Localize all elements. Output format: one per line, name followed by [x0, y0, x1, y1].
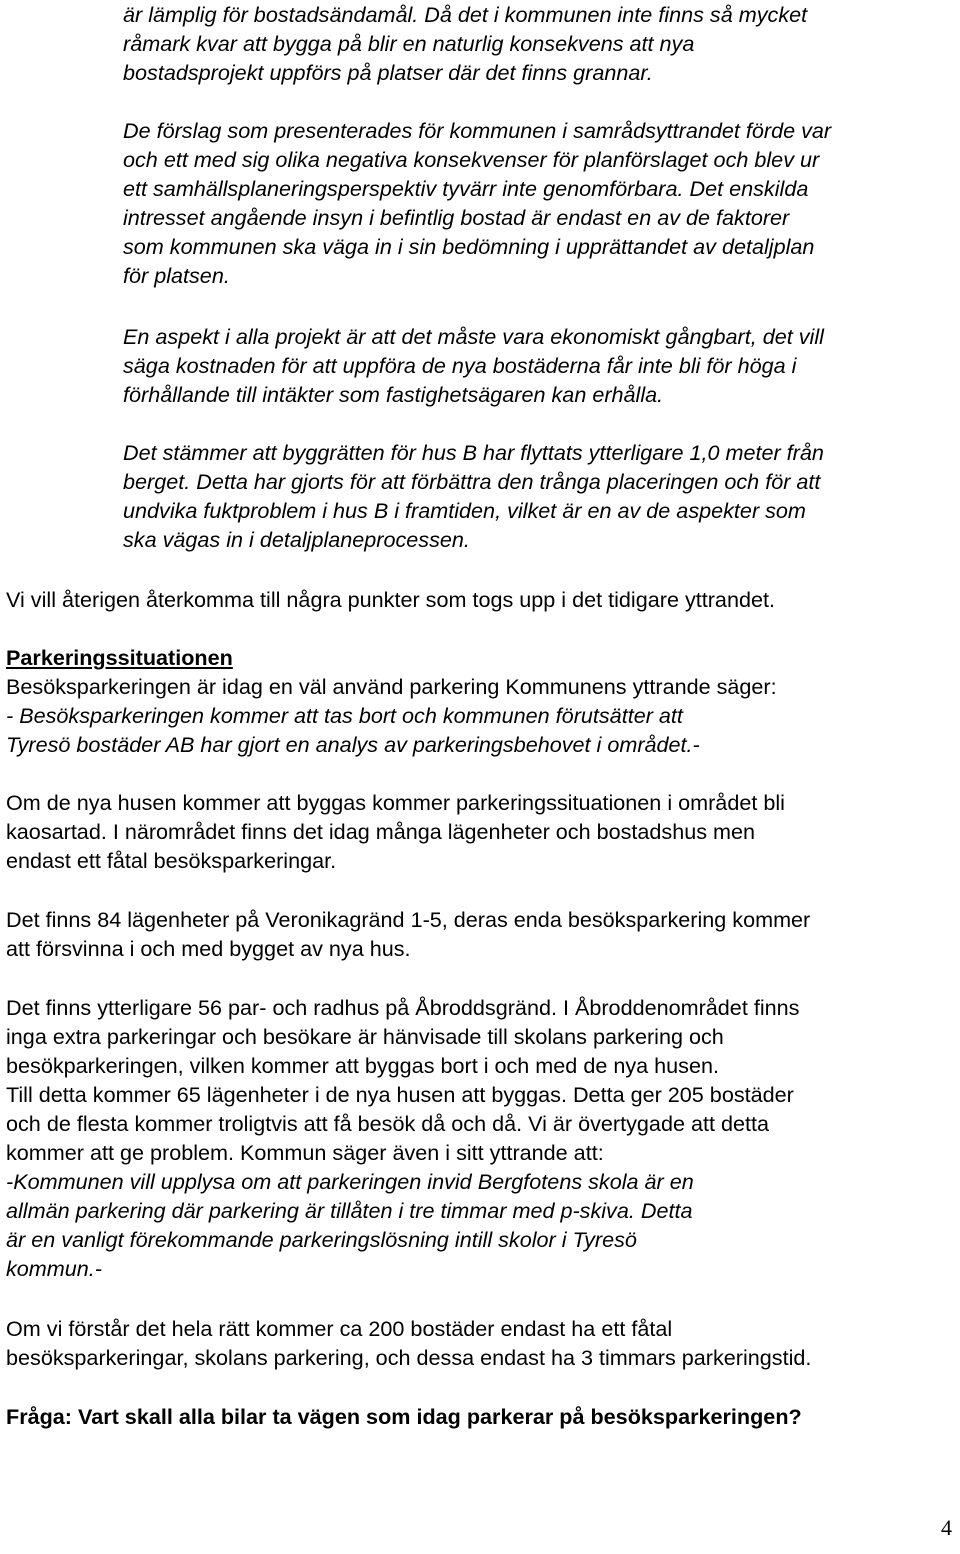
quoted-paragraph-3-line-2: säga kostnaden för att uppföra de nya bostäderna får inte bli för höga i: [123, 353, 797, 378]
municipality-quote-2-line-4: kommun.-: [6, 1256, 102, 1281]
closing-paragraph-line-2: besöksparkeringar, skolans parkering, och dessa endast ha 3 timmars parkeringstid.: [6, 1345, 812, 1370]
municipality-quote-1-line-2: Tyresö bostäder AB har gjort en analys av parkeringsbehovet i området.-: [6, 732, 700, 757]
quoted-paragraph-1-line-2: råmark kvar att bygga på blir en naturlig konsekvens att nya: [123, 31, 695, 56]
quoted-paragraph-2-line-5: som kommunen ska väga in i sin bedömning i upprättandet av detaljplan: [123, 234, 815, 259]
body-paragraph-1-line-2: kaosartad. I närområdet finns det idag många lägenheter och bostadshus men: [6, 819, 756, 844]
body-paragraph-1-line-1: Om de nya husen kommer att byggas kommer parkeringssituationen i området bli: [6, 790, 785, 815]
municipality-quote-1-line-1: - Besöksparkeringen kommer att tas bort och kommunen förutsätter att: [6, 703, 683, 728]
body-paragraph-3-line-4: Till detta kommer 65 lägenheter i de nya husen att byggas. Detta ger 205 bostäder: [6, 1082, 794, 1107]
quoted-paragraph-2-line-3: ett samhällsplaneringsperspektiv tyvärr inte genomförbara. Det enskilda: [123, 176, 809, 201]
quoted-paragraph-4-line-3: undvika fuktproblem i hus B i framtiden, vilket är en av de aspekter som: [123, 498, 806, 523]
quoted-paragraph-4-line-2: berget. Detta har gjorts för att förbättra den trånga placeringen och för att: [123, 469, 821, 494]
quoted-paragraph-3-line-1: En aspekt i alla projekt är att det måste vara ekonomiskt gångbart, det vill: [123, 324, 824, 349]
intro-statement: Vi vill återigen återkomma till några punkter som togs upp i det tidigare yttrandet.: [6, 587, 775, 612]
body-paragraph-2-line-2: att försvinna i och med bygget av nya hus.: [6, 936, 411, 961]
quoted-paragraph-2-line-4: intresset angående insyn i befintlig bostad är endast en av de faktorer: [123, 205, 790, 230]
body-paragraph-3-line-3: besökparkeringen, vilken kommer att byggas bort i och med de nya husen.: [6, 1053, 719, 1078]
municipality-quote-2-line-3: är en vanligt förekommande parkeringslösning intill skolor i Tyresö: [6, 1227, 637, 1252]
body-paragraph-2-line-1: Det finns 84 lägenheter på Veronikagränd 1-5, deras enda besöksparkering kommer: [6, 907, 811, 932]
body-paragraph-1-line-3: endast ett fåtal besöksparkeringar.: [6, 848, 337, 873]
body-paragraph-3-line-1: Det finns ytterligare 56 par- och radhus på Åbroddsgränd. I Åbroddenområdet finns: [6, 995, 800, 1020]
body-paragraph-3-line-5: och de flesta kommer troligtvis att få besök då och då. Vi är övertygade att detta: [6, 1111, 769, 1136]
quoted-paragraph-2-line-2: och ett med sig olika negativa konsekvenser för planförslaget och blev ur: [123, 147, 820, 172]
municipality-quote-2-line-2: allmän parkering där parkering är tillåten i tre timmar med p-skiva. Detta: [6, 1198, 693, 1223]
page-number: 4: [941, 1515, 952, 1540]
quoted-paragraph-4-line-4: ska vägas in i detaljplaneprocessen.: [123, 527, 470, 552]
section-heading: Parkeringssituationen: [6, 645, 233, 670]
closing-question: Fråga: Vart skall alla bilar ta vägen som idag parkerar på besöksparkeringen?: [6, 1404, 802, 1429]
quoted-paragraph-1-line-3: bostadsprojekt uppförs på platser där det finns grannar.: [123, 60, 653, 85]
body-paragraph-3-line-6: kommer att ge problem. Kommun säger även i sitt yttrande att:: [6, 1140, 604, 1165]
quoted-paragraph-2-line-1: De förslag som presenterades för kommunen i samrådsyttrandet förde var: [123, 118, 832, 143]
body-paragraph-3-line-2: inga extra parkeringar och besökare är hänvisade till skolans parkering och: [6, 1024, 724, 1049]
quoted-paragraph-4-line-1: Det stämmer att byggrätten för hus B har flyttats ytterligare 1,0 meter från: [123, 440, 824, 465]
quoted-paragraph-3-line-3: förhållande till intäkter som fastighetsägaren kan erhålla.: [123, 382, 664, 407]
quoted-paragraph-2-line-6: för platsen.: [123, 263, 230, 288]
section-intro: Besöksparkeringen är idag en väl använd parkering Kommunens yttrande säger:: [6, 674, 777, 699]
closing-paragraph-line-1: Om vi förstår det hela rätt kommer ca 200 bostäder endast ha ett fåtal: [6, 1316, 673, 1341]
quoted-paragraph-1-line-1: är lämplig för bostadsändamål. Då det i kommunen inte finns så mycket: [123, 2, 808, 27]
municipality-quote-2-line-1: -Kommunen vill upplysa om att parkeringen invid Bergfotens skola är en: [6, 1169, 694, 1194]
